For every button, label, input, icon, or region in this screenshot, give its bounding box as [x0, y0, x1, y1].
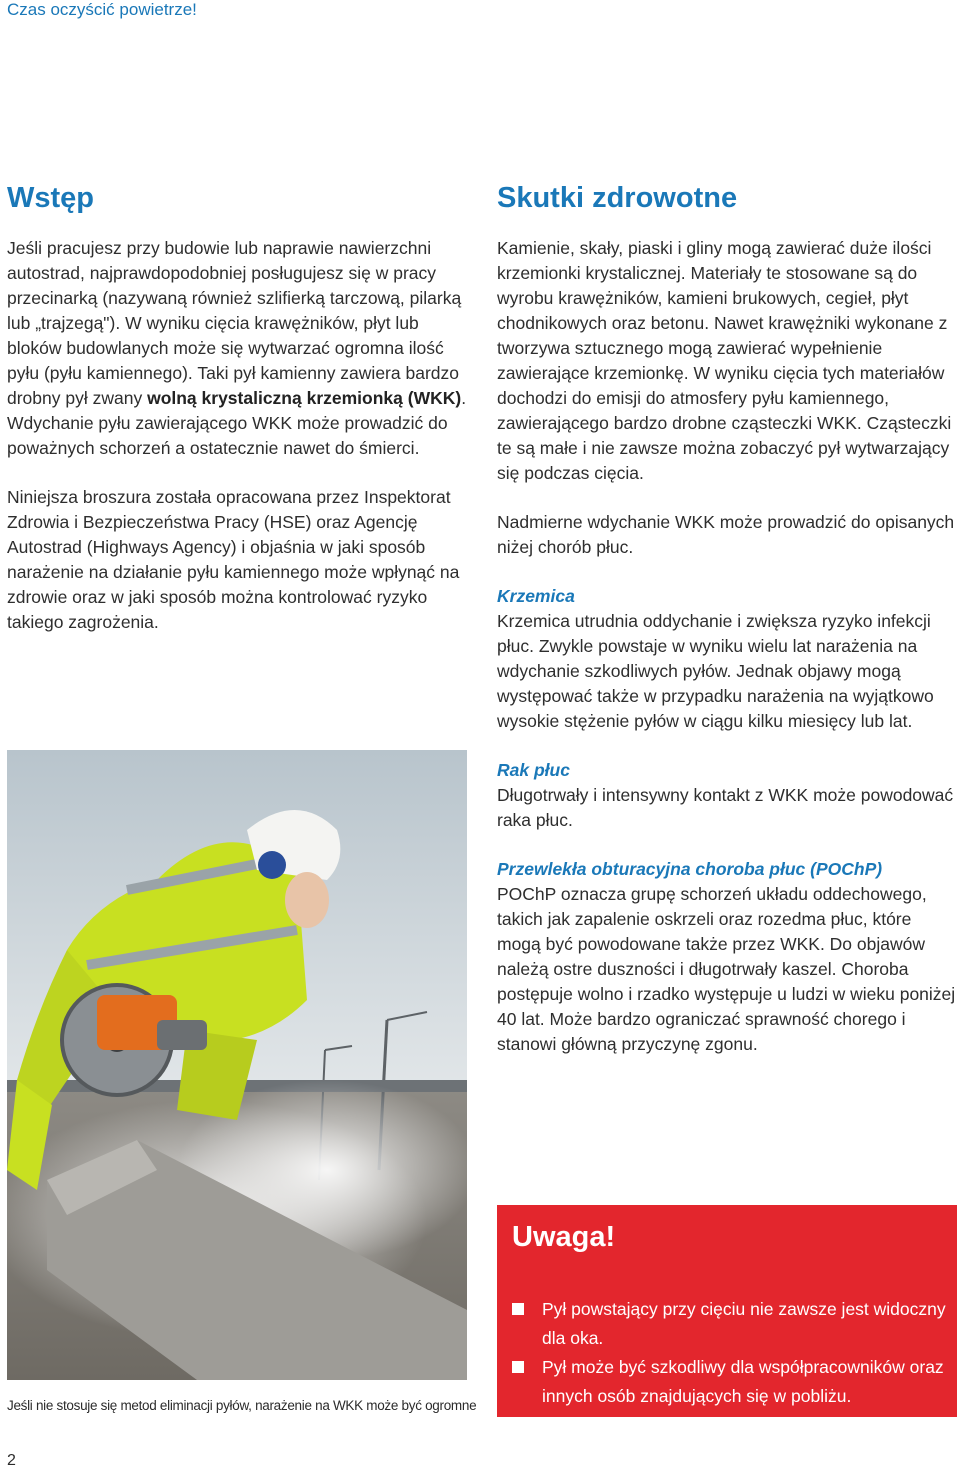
lung-cancer-subheading: Rak płuc: [497, 760, 570, 780]
worker-cutting-photo: [7, 750, 467, 1380]
warning-item: [512, 1295, 957, 1353]
silicosis-text: Krzemica utrudnia oddychanie i zwiększa ryzyko infekcji płuc. Zwykle powstaje w wyniku wielu lat narażenia na wdychanie szkodliwych pyłów. Jednak objawy mogą występować także w przypadku narażenia na wyjątkowo wysokie stężenie pyłów w ciągu kilku miesięcy lub lat.: [497, 611, 934, 731]
intro-paragraph-1: [7, 236, 467, 461]
running-header: Czas oczyścić powietrze!: [7, 0, 197, 19]
intro-section: [7, 180, 467, 659]
intro-p1-bold: wolną krystaliczną krzemionką (WKK): [147, 388, 462, 408]
photo-illustration: [7, 750, 467, 1380]
warning-heading: Uwaga!: [512, 1221, 616, 1253]
warning-list: [512, 1295, 957, 1411]
warning-item-text: Pył powstający przy cięciu nie zawsze jest widoczny dla oka.: [542, 1299, 946, 1348]
silicosis-subheading: Krzemica: [497, 586, 575, 606]
intro-paragraph-2: Niniejsza broszura została opracowana przez Inspektorat Zdrowia i Bezpieczeństwa Pracy (HSE) oraz Agencję Autostrad (Highways Agency) i objaśnia w jaki sposób narażenie na działanie pyłu kamiennego może wpłynąć na zdrowie oraz w jaki sposób można kontrolować ryzyko takiego zagrożenia.: [7, 487, 460, 632]
copd-subheading: Przewlekła obturacyjna choroba płuc (POChP): [497, 859, 883, 879]
page-number: 2: [7, 1452, 16, 1469]
health-effects-section: [497, 180, 957, 1081]
health-paragraph-2: Nadmierne wdychanie WKK może prowadzić do opisanych niżej chorób płuc.: [497, 512, 955, 557]
copd-text: POChP oznacza grupę schorzeń układu oddechowego, takich jak zapalenie oskrzeli oraz rozedma płuc, które mogą być powodowane także przez WKK. Do objawów należą ostre duszności i długotrwały kaszel. Choroba postępuje wolno i rzadko występuje u ludzi w wieku poniżej 40 lat. Może bardzo ograniczać sprawność chorego i stanowi główną przyczynę zgonu.: [497, 884, 956, 1054]
square-bullet-icon: [512, 1303, 524, 1315]
warning-item-text: Pył może być szkodliwy dla współpracowników oraz innych osób znajdujących się w pobliżu.: [542, 1357, 944, 1406]
photo-caption: Jeśli nie stosuje się metod eliminacji pyłów, narażenie na WKK może być ogromne: [7, 1398, 477, 1413]
square-bullet-icon: [512, 1361, 524, 1373]
warning-item: [512, 1353, 957, 1411]
intro-p1-end: . Wdychanie pyłu zawierającego WKK może prowadzić do poważnych schorzeń a ostatecznie nawet do śmierci.: [7, 388, 467, 458]
intro-heading: Wstęp: [7, 182, 94, 214]
intro-p1-start: Jeśli pracujesz przy budowie lub naprawie nawierzchni autostrad, najprawdopodobniej posługujesz się w pracy przecinarką (nazywaną również szlifierką tarczową, pilarką lub „trajzegą"). W wyniku cięcia krawężników, płyt lub bloków budowlanych może się wytwarzać ogromna ilość pyłu (pyłu kamiennego). Taki pył kamienny zawiera bardzo drobny pył zwany: [7, 238, 462, 408]
lung-cancer-text: Długotrwały i intensywny kontakt z WKK może powodować raka płuc.: [497, 785, 954, 830]
warning-box: [497, 1205, 957, 1417]
health-paragraph-1: Kamienie, skały, piaski i gliny mogą zawierać duże ilości krzemionki krystalicznej. Materiały te stosowane są do wyrobu krawężników, kamieni brukowych, cegieł, płyt chodnikowych oraz betonu. Nawet krawężniki wykonane z tworzywa sztucznego mogą zawierać wypełnienie zawierające krzemionkę. W wyniku cięcia tych materiałów dochodzi do emisji do atmosfery pyłu kamiennego, zawierającego bardzo drobne cząsteczki WKK. Cząsteczki te są małe i nie zawsze można zobaczyć pył wytwarzający się podczas cięcia.: [497, 238, 952, 483]
health-heading: Skutki zdrowotne: [497, 182, 738, 214]
